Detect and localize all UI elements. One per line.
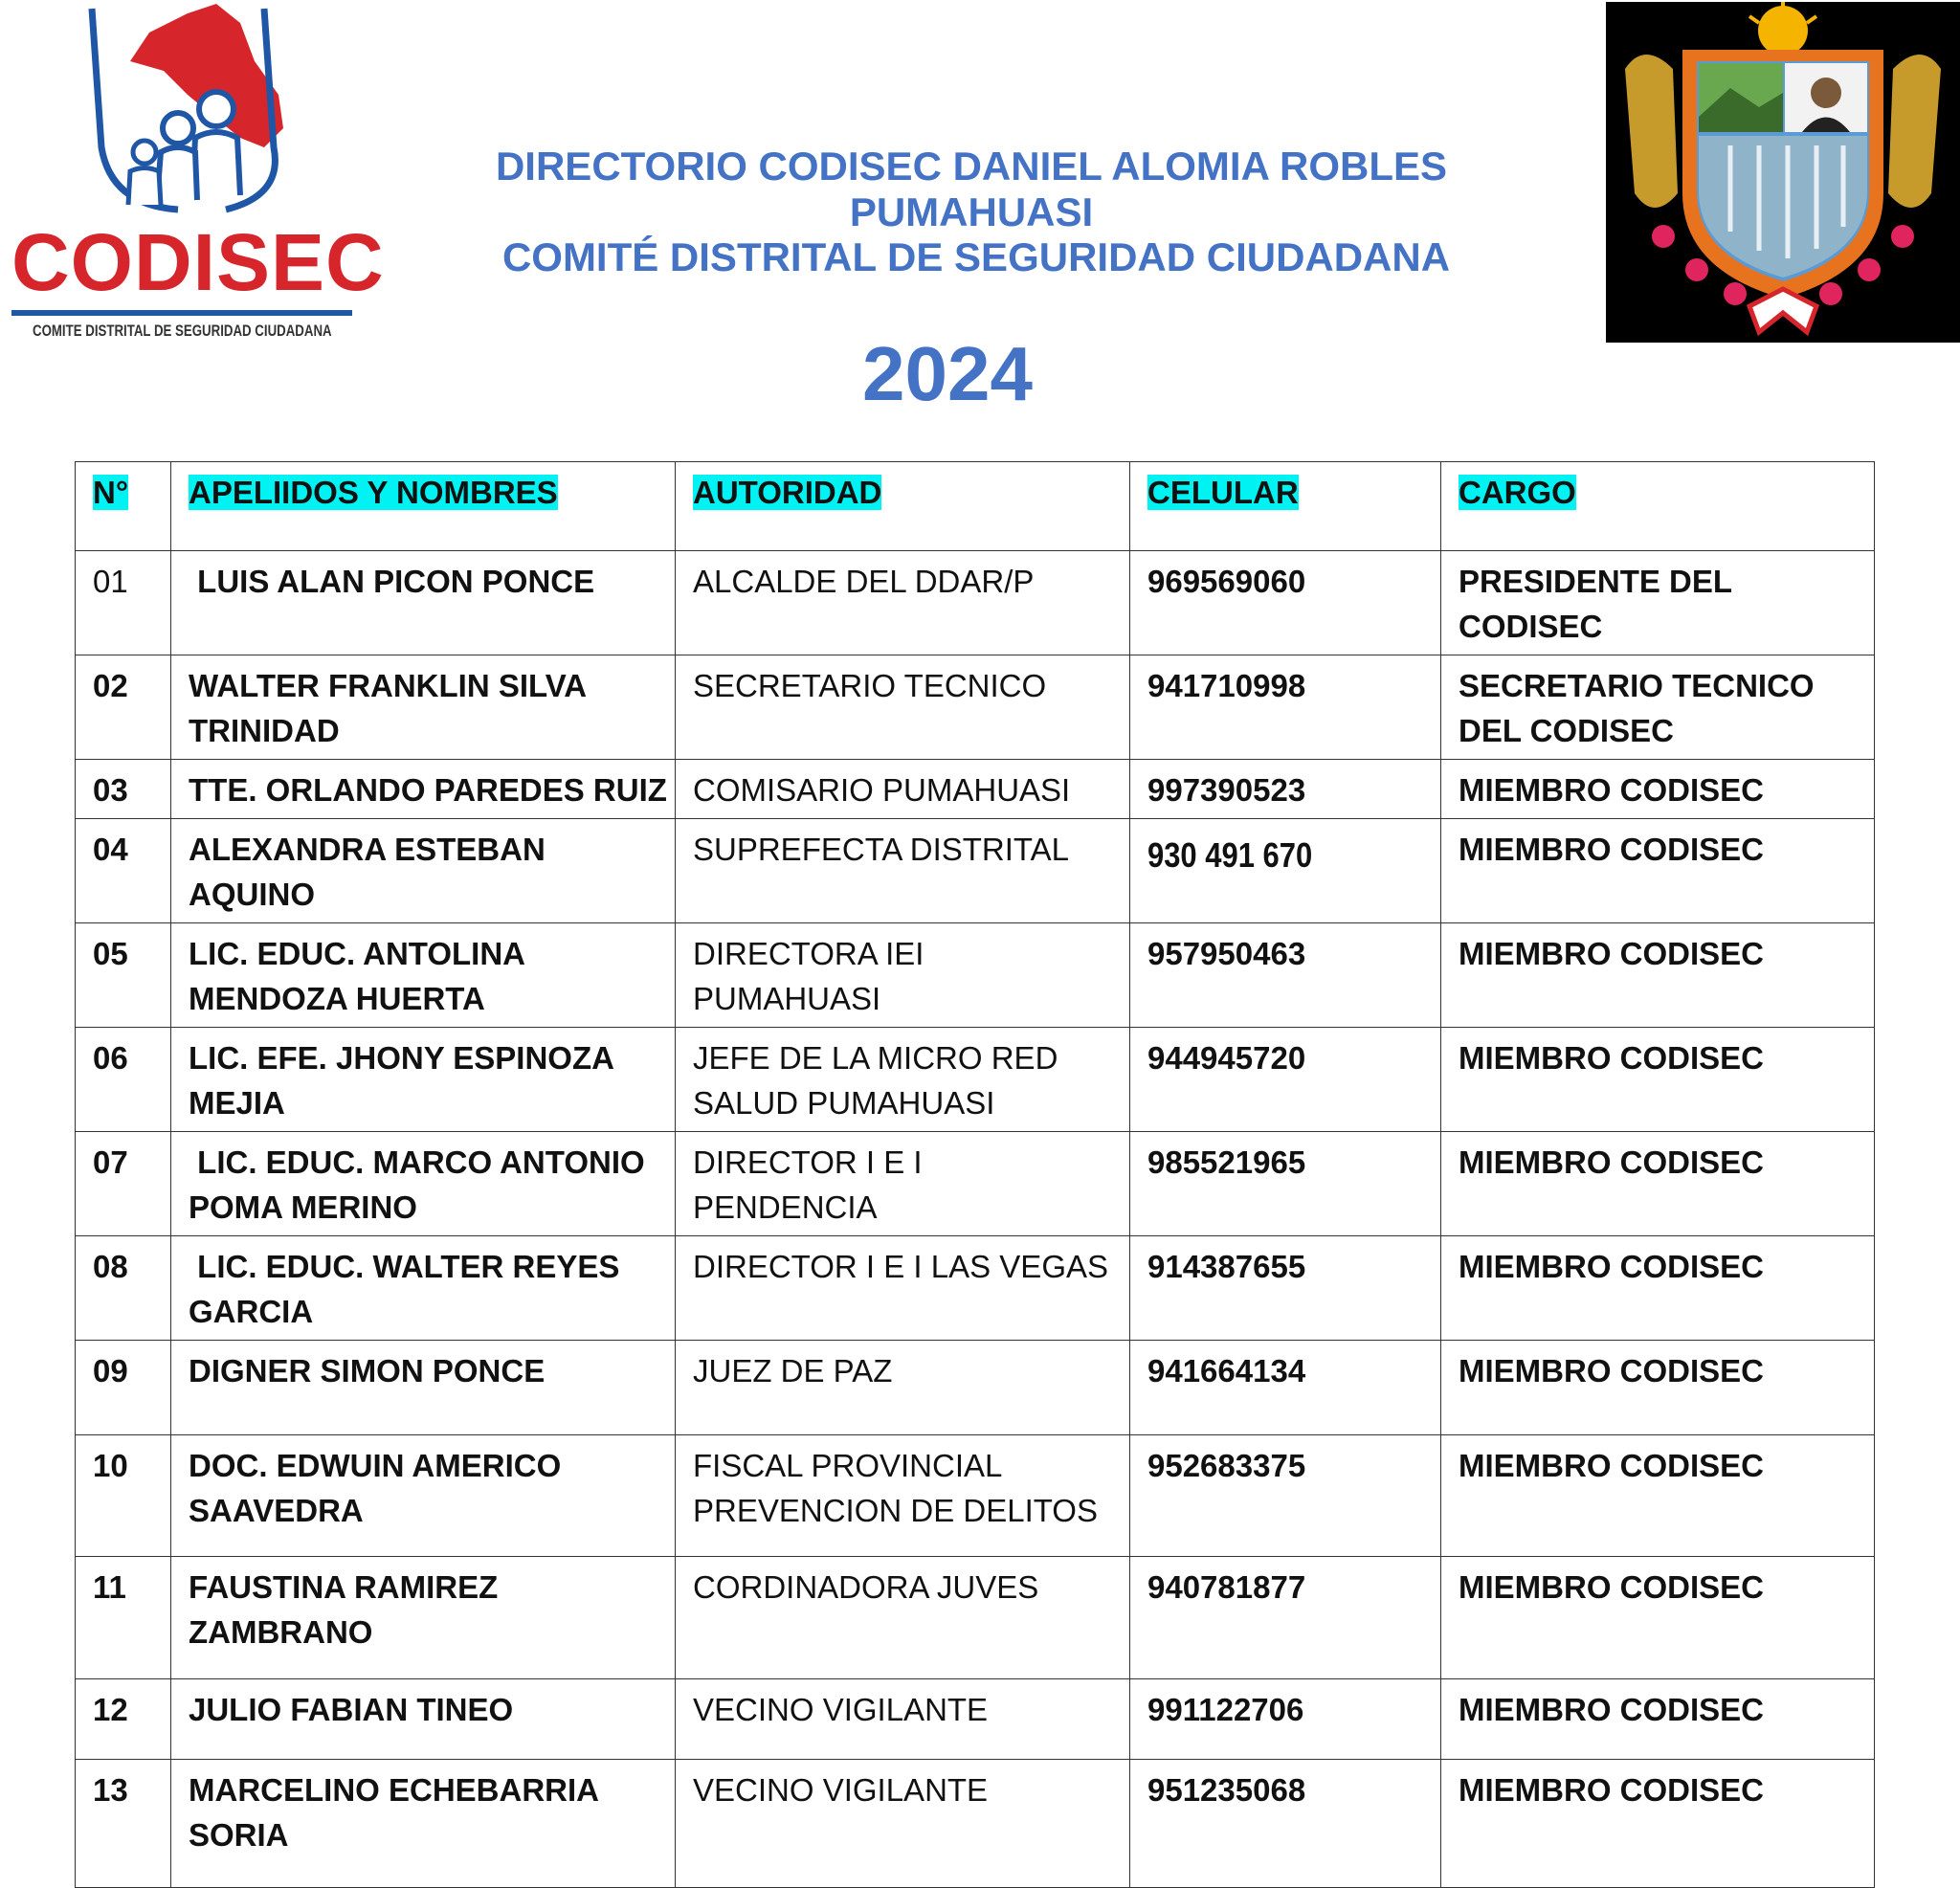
row-num: 07 [76,1132,171,1236]
row-role: MIEMBRO CODISEC [1441,923,1875,1028]
row-name: TTE. ORLANDO PAREDES RUIZ [171,760,676,819]
row-role: PRESIDENTE DEL CODISEC [1441,551,1875,655]
table-row [76,1132,1875,1236]
row-phone: 941710998 [1130,655,1441,760]
codisec-logo [6,4,385,344]
district-coat-of-arms-icon [1606,2,1960,343]
header-role: CARGO [1441,462,1875,551]
row-phone: 944945720 [1130,1028,1441,1132]
table-row [76,819,1875,923]
row-authority: SUPREFECTA DISTRITAL [676,819,1130,923]
row-authority: DIRECTORA IEI PUMAHUASI [676,923,1130,1028]
row-num: 06 [76,1028,171,1132]
table-row [76,1760,1875,1888]
row-role: MIEMBRO CODISEC [1441,760,1875,819]
table-row [76,1679,1875,1760]
row-num: 10 [76,1435,171,1557]
row-authority: JUEZ DE PAZ [676,1341,1130,1435]
row-phone [1130,819,1441,923]
table-row [76,1341,1875,1435]
table-row [76,1435,1875,1557]
row-role: MIEMBRO CODISEC [1441,1435,1875,1557]
table-row [76,923,1875,1028]
row-authority: JEFE DE LA MICRO RED SALUD PUMAHUASI [676,1028,1130,1132]
row-role: MIEMBRO CODISEC [1441,1557,1875,1679]
row-name: WALTER FRANKLIN SILVA TRINIDAD [171,655,676,760]
table-row [76,1236,1875,1341]
row-authority: CORDINADORA JUVES [676,1557,1130,1679]
row-phone: 957950463 [1130,923,1441,1028]
row-authority: SECRETARIO TECNICO [676,655,1130,760]
row-role: MIEMBRO CODISEC [1441,819,1875,923]
row-phone-text: 930 491 670 [1147,835,1313,875]
logo-wordmark: CODISEC [11,217,385,307]
row-authority: ALCALDE DEL DDAR/P [676,551,1130,655]
row-role: MIEMBRO CODISEC [1441,1341,1875,1435]
row-phone: 941664134 [1130,1341,1441,1435]
row-role: MIEMBRO CODISEC [1441,1028,1875,1132]
row-authority: FISCAL PROVINCIAL PREVENCION DE DELITOS [676,1435,1130,1557]
row-num: 04 [76,819,171,923]
row-name: DIGNER SIMON PONCE [171,1341,676,1435]
row-authority: COMISARIO PUMAHUASI [676,760,1130,819]
row-name: LIC. EDUC. MARCO ANTONIO POMA MERINO [171,1132,676,1236]
row-authority: DIRECTOR I E I PENDENCIA [676,1132,1130,1236]
row-num: 02 [76,655,171,760]
row-name: LIC. EDUC. WALTER REYES GARCIA [171,1236,676,1341]
row-name: FAUSTINA RAMIREZ ZAMBRANO [171,1557,676,1679]
row-authority: VECINO VIGILANTE [676,1679,1130,1760]
row-name: ALEXANDRA ESTEBAN AQUINO [171,819,676,923]
row-phone: 985521965 [1130,1132,1441,1236]
header-name: APELIIDOS Y NOMBRES [171,462,676,551]
row-phone: 951235068 [1130,1760,1441,1888]
year-heading: 2024 [862,331,1033,416]
row-num: 03 [76,760,171,819]
header-phone: CELULAR [1130,462,1441,551]
district-coat-of-arms [1606,2,1960,343]
row-role: MIEMBRO CODISEC [1441,1132,1875,1236]
row-phone: 914387655 [1130,1236,1441,1341]
row-phone: 940781877 [1130,1557,1441,1679]
table-row [76,655,1875,760]
row-role: MIEMBRO CODISEC [1441,1760,1875,1888]
row-authority: VECINO VIGILANTE [676,1760,1130,1888]
row-num: 01 [76,551,171,655]
row-num: 08 [76,1236,171,1341]
row-name: LIC. EDUC. ANTOLINA MENDOZA HUERTA [171,923,676,1028]
row-num: 12 [76,1679,171,1760]
directory-table [75,461,1875,1888]
table-row [76,1028,1875,1132]
table-row [76,1557,1875,1679]
row-name: JULIO FABIAN TINEO [171,1679,676,1760]
family-map-icon [73,4,360,224]
header-authority: AUTORIDAD [676,462,1130,551]
row-authority: DIRECTOR I E I LAS VEGAS [676,1236,1130,1341]
row-phone: 969569060 [1130,551,1441,655]
row-num: 11 [76,1557,171,1679]
row-phone: 952683375 [1130,1435,1441,1557]
row-name: LUIS ALAN PICON PONCE [171,551,676,655]
header-num: N° [76,462,171,551]
row-name: DOC. EDWUIN AMERICO SAAVEDRA [171,1435,676,1557]
row-num: 05 [76,923,171,1028]
row-phone: 991122706 [1130,1679,1441,1760]
logo-underline [11,310,352,316]
row-phone: 997390523 [1130,760,1441,819]
logo-subtitle: COMITE DISTRITAL DE SEGURIDAD CIUDADANA [33,322,332,340]
row-role: SECRETARIO TECNICO DEL CODISEC [1441,655,1875,760]
page-title: DIRECTORIO CODISEC DANIEL ALOMIA ROBLES PUMAHUASI [495,144,1448,234]
table-row [76,760,1875,819]
row-num: 09 [76,1341,171,1435]
row-name: LIC. EFE. JHONY ESPINOZA MEJIA [171,1028,676,1132]
row-role: MIEMBRO CODISEC [1441,1236,1875,1341]
page-subtitle: COMITÉ DISTRITAL DE SEGURIDAD CIUDADANA [501,234,1451,279]
row-role: MIEMBRO CODISEC [1441,1679,1875,1760]
table-row [76,551,1875,655]
row-name: MARCELINO ECHEBARRIA SORIA [171,1760,676,1888]
table-header-row [76,462,1875,551]
row-num: 13 [76,1760,171,1888]
